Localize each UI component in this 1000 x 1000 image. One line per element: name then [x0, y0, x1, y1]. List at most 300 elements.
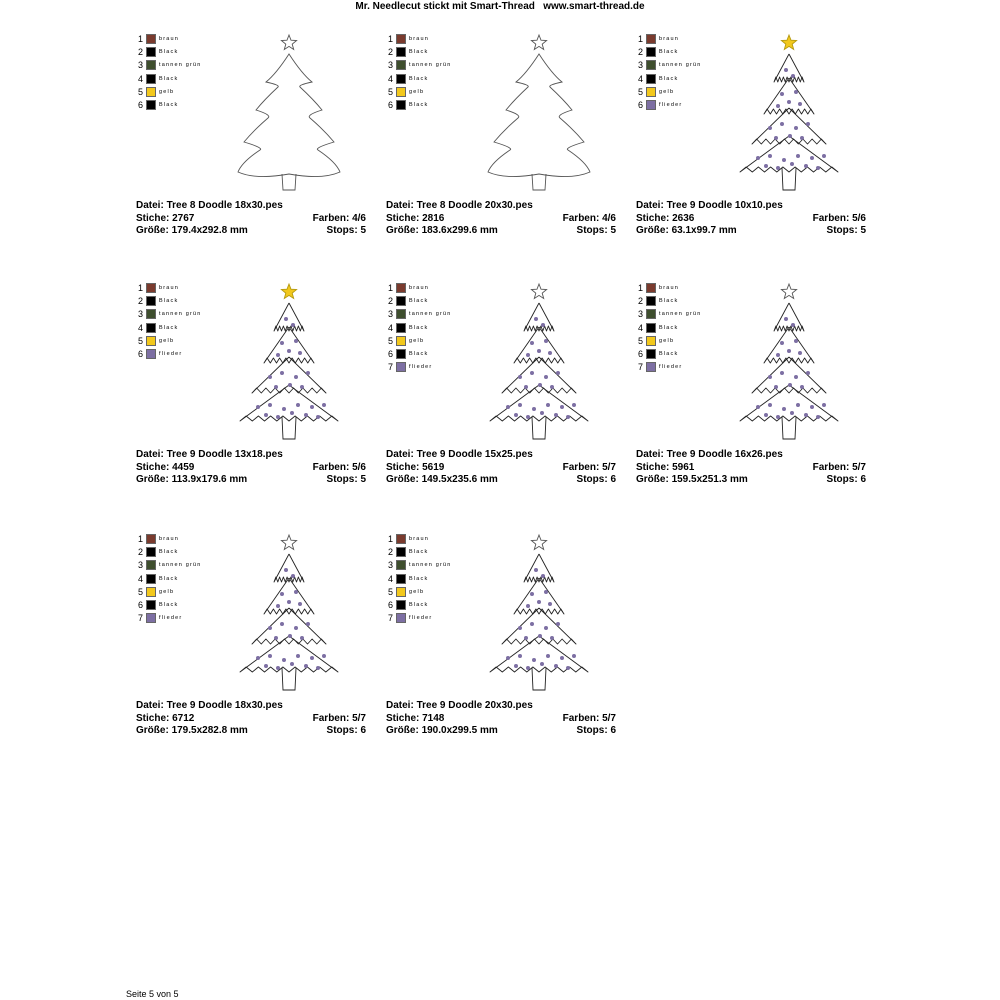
legend-number: 2 [388, 46, 394, 57]
file-label: Datei: [636, 449, 664, 460]
colors-label: Farben: [562, 712, 600, 724]
stops-value: 5 [610, 225, 616, 236]
legend-number: 6 [388, 100, 394, 111]
color-swatch [146, 87, 156, 97]
legend-item [388, 308, 452, 321]
legend-item [138, 334, 202, 347]
legend-number: 3 [388, 309, 394, 320]
legend-number: 3 [138, 560, 144, 571]
design-info [386, 700, 616, 738]
colors-count [313, 213, 366, 226]
stitches-row [136, 713, 366, 726]
legend-color-name: tannen grün [409, 562, 452, 569]
size [636, 474, 748, 487]
legend-item [388, 321, 452, 334]
colors-label: Farben: [812, 461, 850, 473]
legend-number: 7 [388, 613, 394, 624]
legend-number: 5 [638, 335, 644, 346]
legend-item [138, 281, 202, 294]
legend-color-name: gelb [409, 88, 425, 95]
legend-number: 1 [388, 33, 394, 44]
legend-number: 4 [138, 322, 144, 333]
stitches-label: Stiche: [136, 712, 170, 724]
stops-value: 6 [860, 474, 866, 485]
color-swatch [396, 74, 406, 84]
legend-item [138, 85, 202, 98]
size-row [136, 225, 366, 238]
stitches [386, 462, 444, 475]
stitches-value: 4459 [172, 461, 195, 473]
colors-count [313, 462, 366, 475]
stops [577, 725, 616, 738]
colors-value: 5/7 [352, 712, 366, 724]
size [136, 225, 248, 238]
file-row [386, 200, 616, 213]
legend-number: 3 [138, 309, 144, 320]
legend-item [388, 361, 452, 374]
legend-number: 4 [138, 573, 144, 584]
legend-color-name: Black [159, 297, 179, 304]
legend-number: 7 [138, 613, 144, 624]
christmas-tree-icon [736, 281, 842, 443]
color-legend [138, 281, 202, 361]
design-card [636, 265, 866, 485]
legend-item [638, 72, 702, 85]
color-swatch [396, 560, 406, 570]
legend-color-name: tannen grün [409, 311, 452, 318]
size-label: Größe: [636, 225, 669, 236]
legend-color-name: flieder [159, 615, 183, 622]
legend-color-name: Black [659, 351, 679, 358]
christmas-tree-icon [236, 32, 342, 194]
color-swatch [146, 283, 156, 293]
color-swatch [646, 296, 656, 306]
stitches-row [386, 213, 616, 226]
stitches-row [136, 213, 366, 226]
legend-item [388, 32, 452, 45]
legend-color-name: flieder [159, 351, 183, 358]
legend-color-name: Black [409, 75, 429, 82]
legend-color-name: braun [409, 284, 430, 291]
legend-number: 6 [388, 349, 394, 360]
stitches-value: 6712 [172, 712, 195, 724]
legend-item [138, 59, 202, 72]
color-swatch [146, 560, 156, 570]
color-swatch [396, 587, 406, 597]
color-swatch [146, 574, 156, 584]
legend-color-name: braun [159, 284, 180, 291]
stitches [636, 462, 694, 475]
color-swatch [646, 60, 656, 70]
size-row [636, 474, 866, 487]
legend-number: 5 [138, 86, 144, 97]
stitches-value: 2816 [422, 212, 445, 224]
design-info [136, 449, 366, 487]
stops [327, 474, 366, 487]
legend-color-name: braun [159, 535, 180, 542]
legend-item [388, 59, 452, 72]
color-legend [388, 532, 452, 625]
color-swatch [396, 323, 406, 333]
legend-item [388, 85, 452, 98]
stops-label: Stops: [576, 474, 608, 485]
legend-item [638, 347, 702, 360]
legend-color-name: Black [409, 548, 429, 555]
file-label: Datei: [136, 200, 164, 211]
color-swatch [396, 87, 406, 97]
legend-item [638, 98, 702, 111]
size-value: 190.0x299.5 mm [421, 725, 498, 736]
size-row [386, 225, 616, 238]
legend-item [138, 585, 202, 598]
colors-count [563, 213, 616, 226]
file-name: Tree 9 Doodle 16x26.pes [666, 449, 783, 460]
stitches [386, 713, 444, 726]
legend-item [138, 559, 202, 572]
legend-item [138, 72, 202, 85]
color-swatch [396, 600, 406, 610]
colors-value: 5/7 [602, 461, 616, 473]
legend-color-name: Black [159, 75, 179, 82]
legend-color-name: gelb [159, 588, 175, 595]
colors-count [563, 462, 616, 475]
stops-label: Stops: [576, 225, 608, 236]
page-footer: Seite 5 von 5 [126, 989, 179, 999]
file-name: Tree 9 Doodle 15x25.pes [416, 449, 533, 460]
colors-count [813, 462, 866, 475]
legend-number: 6 [138, 349, 144, 360]
legend-color-name: gelb [659, 337, 675, 344]
colors-label: Farben: [312, 712, 350, 724]
stitches [136, 713, 194, 726]
size [136, 725, 248, 738]
legend-color-name: gelb [159, 337, 175, 344]
legend-number: 4 [638, 73, 644, 84]
legend-color-name: Black [659, 75, 679, 82]
file-name: Tree 8 Doodle 18x30.pes [166, 200, 283, 211]
legend-color-name: Black [159, 102, 179, 109]
stops-label: Stops: [326, 225, 358, 236]
color-swatch [646, 323, 656, 333]
size [636, 225, 737, 238]
color-swatch [396, 574, 406, 584]
color-swatch [146, 296, 156, 306]
legend-number: 4 [388, 322, 394, 333]
stops-label: Stops: [326, 725, 358, 736]
stitches [386, 213, 444, 226]
christmas-tree-icon [236, 281, 342, 443]
color-swatch [146, 349, 156, 359]
legend-item [138, 545, 202, 558]
legend-item [388, 98, 452, 111]
colors-value: 4/6 [602, 212, 616, 224]
legend-number: 6 [388, 600, 394, 611]
color-swatch [146, 600, 156, 610]
size-label: Größe: [636, 474, 669, 485]
color-swatch [396, 336, 406, 346]
size [386, 225, 498, 238]
file-row [136, 700, 366, 713]
stitches-label: Stiche: [386, 212, 420, 224]
legend-color-name: gelb [659, 88, 675, 95]
legend-item [138, 98, 202, 111]
legend-item [388, 598, 452, 611]
legend-number: 2 [138, 46, 144, 57]
color-legend [388, 32, 452, 112]
stitches-value: 2636 [672, 212, 695, 224]
size-value: 149.5x235.6 mm [421, 474, 498, 485]
colors-label: Farben: [312, 212, 350, 224]
stitches-row [636, 213, 866, 226]
color-swatch [146, 309, 156, 319]
color-swatch [396, 309, 406, 319]
legend-number: 2 [638, 46, 644, 57]
color-swatch [396, 296, 406, 306]
size-value: 159.5x251.3 mm [671, 474, 748, 485]
legend-item [388, 294, 452, 307]
legend-number: 2 [138, 295, 144, 306]
color-swatch [146, 547, 156, 557]
size-row [386, 725, 616, 738]
legend-number: 3 [638, 309, 644, 320]
legend-color-name: Black [409, 297, 429, 304]
legend-item [388, 572, 452, 585]
color-swatch [396, 534, 406, 544]
legend-item [638, 308, 702, 321]
legend-item [138, 572, 202, 585]
size-value: 179.5x282.8 mm [171, 725, 248, 736]
stitches-value: 5961 [672, 461, 695, 473]
legend-number: 1 [138, 533, 144, 544]
size-value: 63.1x99.7 mm [671, 225, 737, 236]
file-row [636, 449, 866, 462]
stitches-row [136, 462, 366, 475]
stitches-label: Stiche: [386, 712, 420, 724]
legend-item [388, 559, 452, 572]
christmas-tree-icon [486, 532, 592, 694]
stops-value: 5 [360, 474, 366, 485]
file-name: Tree 9 Doodle 13x18.pes [166, 449, 283, 460]
design-info [136, 700, 366, 738]
legend-color-name: braun [159, 35, 180, 42]
design-info [136, 200, 366, 238]
legend-color-name: braun [659, 284, 680, 291]
size-value: 113.9x179.6 mm [171, 474, 248, 485]
design-card [386, 16, 616, 236]
colors-label: Farben: [812, 212, 850, 224]
legend-color-name: flieder [409, 364, 433, 371]
legend-color-name: Black [409, 351, 429, 358]
legend-item [388, 281, 452, 294]
color-swatch [146, 47, 156, 57]
legend-color-name: braun [409, 35, 430, 42]
legend-item [388, 612, 452, 625]
legend-item [638, 334, 702, 347]
color-legend [638, 281, 702, 374]
colors-value: 5/7 [602, 712, 616, 724]
legend-number: 3 [638, 60, 644, 71]
size [386, 474, 498, 487]
legend-item [638, 321, 702, 334]
color-swatch [396, 547, 406, 557]
legend-color-name: flieder [409, 615, 433, 622]
stops-value: 6 [610, 474, 616, 485]
colors-count [313, 713, 366, 726]
color-swatch [396, 60, 406, 70]
legend-number: 7 [388, 362, 394, 373]
christmas-tree-icon [236, 532, 342, 694]
size-row [136, 725, 366, 738]
colors-label: Farben: [562, 461, 600, 473]
size-label: Größe: [386, 474, 419, 485]
legend-number: 3 [388, 60, 394, 71]
color-swatch [396, 283, 406, 293]
stitches [136, 213, 194, 226]
legend-number: 1 [388, 533, 394, 544]
size-label: Größe: [136, 474, 169, 485]
color-legend [138, 532, 202, 625]
color-legend [638, 32, 702, 112]
color-swatch [646, 100, 656, 110]
legend-color-name: Black [409, 324, 429, 331]
file-label: Datei: [386, 700, 414, 711]
stops-label: Stops: [826, 474, 858, 485]
stitches-row [386, 462, 616, 475]
file-label: Datei: [136, 700, 164, 711]
legend-item [638, 85, 702, 98]
legend-number: 4 [388, 573, 394, 584]
legend-color-name: braun [659, 35, 680, 42]
legend-color-name: tannen grün [409, 62, 452, 69]
file-row [386, 449, 616, 462]
file-name: Tree 9 Doodle 10x10.pes [666, 200, 783, 211]
legend-color-name: Black [409, 102, 429, 109]
color-swatch [646, 74, 656, 84]
file-name: Tree 9 Doodle 20x30.pes [416, 700, 533, 711]
legend-number: 1 [138, 282, 144, 293]
file-label: Datei: [386, 449, 414, 460]
legend-color-name: gelb [409, 588, 425, 595]
color-swatch [396, 100, 406, 110]
legend-number: 1 [138, 33, 144, 44]
legend-number: 5 [388, 586, 394, 597]
colors-label: Farben: [312, 461, 350, 473]
color-swatch [146, 587, 156, 597]
stops [327, 725, 366, 738]
design-card [386, 265, 616, 485]
design-card [136, 265, 366, 485]
legend-number: 4 [138, 73, 144, 84]
legend-item [138, 598, 202, 611]
color-swatch [646, 309, 656, 319]
legend-color-name: Black [659, 48, 679, 55]
legend-color-name: gelb [409, 337, 425, 344]
design-card [386, 516, 616, 736]
legend-item [638, 361, 702, 374]
legend-item [638, 294, 702, 307]
stops-label: Stops: [326, 474, 358, 485]
legend-color-name: tannen grün [659, 311, 702, 318]
legend-color-name: Black [409, 602, 429, 609]
stitches-value: 7148 [422, 712, 445, 724]
legend-item [388, 347, 452, 360]
colors-count [813, 213, 866, 226]
size-label: Größe: [136, 225, 169, 236]
legend-number: 3 [388, 560, 394, 571]
stops-label: Stops: [826, 225, 858, 236]
christmas-tree-icon [486, 281, 592, 443]
stitches-label: Stiche: [136, 461, 170, 473]
stitches-label: Stiche: [636, 461, 670, 473]
legend-color-name: flieder [659, 102, 683, 109]
color-swatch [396, 362, 406, 372]
legend-item [138, 308, 202, 321]
legend-number: 1 [638, 33, 644, 44]
legend-item [638, 32, 702, 45]
file-row [136, 200, 366, 213]
colors-value: 5/7 [852, 461, 866, 473]
color-swatch [646, 362, 656, 372]
file-name: Tree 9 Doodle 18x30.pes [166, 700, 283, 711]
legend-color-name: Black [159, 324, 179, 331]
legend-number: 4 [638, 322, 644, 333]
design-card [636, 16, 866, 236]
legend-number: 7 [638, 362, 644, 373]
size-row [136, 474, 366, 487]
stitches [136, 462, 194, 475]
size-label: Größe: [386, 225, 419, 236]
legend-number: 2 [638, 295, 644, 306]
size-row [386, 474, 616, 487]
legend-color-name: Black [409, 48, 429, 55]
colors-count [563, 713, 616, 726]
legend-item [388, 545, 452, 558]
legend-color-name: Black [409, 575, 429, 582]
legend-color-name: braun [409, 535, 430, 542]
color-swatch [646, 283, 656, 293]
legend-item [138, 294, 202, 307]
stops [577, 225, 616, 238]
legend-item [638, 45, 702, 58]
legend-item [138, 45, 202, 58]
color-legend [138, 32, 202, 112]
color-legend [388, 281, 452, 374]
legend-number: 2 [388, 546, 394, 557]
page-header: Mr. Needlecut stickt mit Smart-Thread www.smart-thread.de [355, 1, 645, 12]
file-row [136, 449, 366, 462]
legend-item [138, 321, 202, 334]
legend-color-name: Black [159, 575, 179, 582]
legend-color-name: tannen grün [659, 62, 702, 69]
legend-number: 3 [138, 60, 144, 71]
legend-number: 2 [388, 295, 394, 306]
legend-item [388, 532, 452, 545]
legend-item [388, 334, 452, 347]
color-swatch [146, 34, 156, 44]
design-info [386, 449, 616, 487]
color-swatch [396, 349, 406, 359]
size [386, 725, 498, 738]
stitches-row [636, 462, 866, 475]
size-label: Größe: [386, 725, 419, 736]
stitches-label: Stiche: [386, 461, 420, 473]
legend-color-name: flieder [659, 364, 683, 371]
legend-color-name: tannen grün [159, 562, 202, 569]
legend-number: 6 [638, 349, 644, 360]
legend-color-name: Black [159, 548, 179, 555]
colors-value: 5/6 [352, 461, 366, 473]
legend-number: 2 [138, 546, 144, 557]
